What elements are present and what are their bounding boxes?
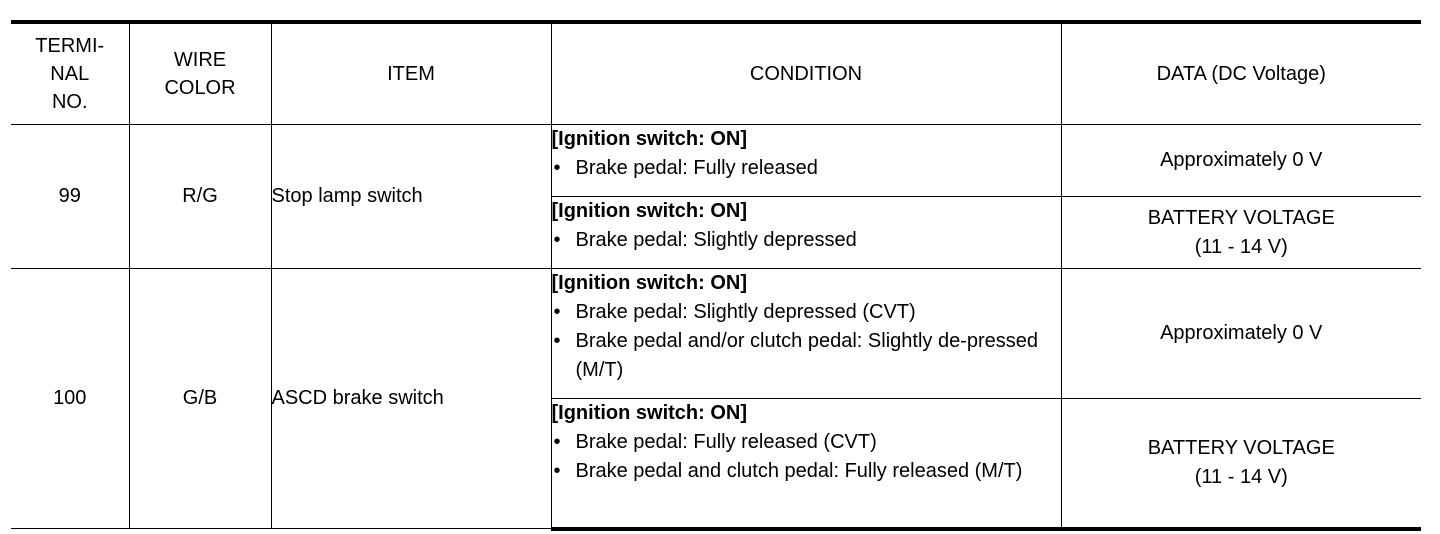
condition-cell [551, 197, 1061, 269]
condition-cell [551, 269, 1061, 399]
bullet-icon: • [553, 157, 561, 179]
condition-text: Brake pedal: Slightly depressed (CVT) [575, 301, 916, 323]
condition-heading: [Ignition switch: ON] [551, 128, 748, 150]
table-row [11, 269, 1421, 399]
header-terminal-line: NO. [51, 91, 88, 113]
header-item: ITEM [271, 22, 551, 125]
header-wire-line: COLOR [164, 77, 236, 99]
condition-bullet [552, 428, 1061, 457]
data-cell [1061, 399, 1421, 529]
condition-heading: [Ignition switch: ON] [551, 200, 748, 222]
item-cell: ASCD brake switch [271, 269, 551, 529]
terminal-no-cell: 100 [11, 269, 129, 529]
data-cell [1061, 125, 1421, 197]
terminal-table [11, 20, 1421, 531]
header-wire-line: WIRE [173, 49, 227, 71]
bullet-icon: • [553, 330, 561, 352]
terminal-no-cell: 99 [11, 125, 129, 269]
header-condition: CONDITION [551, 22, 1061, 125]
condition-text: Brake pedal: Slightly depressed [575, 229, 857, 251]
condition-text: Brake pedal: Fully released [575, 157, 818, 179]
bullet-icon: • [553, 460, 561, 482]
data-value: (11 - 14 V) [1194, 235, 1288, 258]
item-cell: Stop lamp switch [271, 125, 551, 269]
header-wire-color [129, 22, 271, 125]
condition-bullet [552, 457, 1061, 486]
bullet-icon: • [553, 431, 561, 453]
condition-cell [551, 399, 1061, 529]
header-data: DATA (DC Voltage) [1061, 22, 1421, 125]
data-cell [1061, 269, 1421, 399]
wire-color-cell: G/B [129, 269, 271, 529]
data-value: BATTERY VOLTAGE [1147, 206, 1335, 229]
condition-bullet [552, 154, 1061, 183]
bullet-icon: • [553, 229, 561, 251]
condition-bullet [552, 298, 1061, 327]
data-value: (11 - 14 V) [1194, 465, 1288, 488]
data-value: BATTERY VOLTAGE [1147, 436, 1335, 459]
table-row [11, 125, 1421, 197]
header-terminal-no [11, 22, 129, 125]
data-value: Approximately 0 V [1160, 149, 1323, 171]
data-value: Approximately 0 V [1160, 322, 1323, 344]
bullet-icon: • [553, 301, 561, 323]
wire-color-cell: R/G [129, 125, 271, 269]
header-row [11, 22, 1421, 125]
condition-text: Brake pedal: Fully released (CVT) [575, 431, 877, 453]
condition-cell [551, 125, 1061, 197]
condition-text: Brake pedal and/or clutch pedal: Slightly de-pressed (M/T) [575, 330, 1038, 381]
condition-heading: [Ignition switch: ON] [551, 272, 748, 294]
header-terminal-line: NAL [50, 63, 90, 85]
header-terminal-line: TERMI- [35, 35, 105, 57]
condition-bullet [552, 226, 1061, 255]
condition-text: Brake pedal and clutch pedal: Fully released (M/T) [575, 460, 1023, 482]
data-cell [1061, 197, 1421, 269]
condition-heading: [Ignition switch: ON] [551, 402, 748, 424]
condition-bullet [552, 327, 1061, 385]
